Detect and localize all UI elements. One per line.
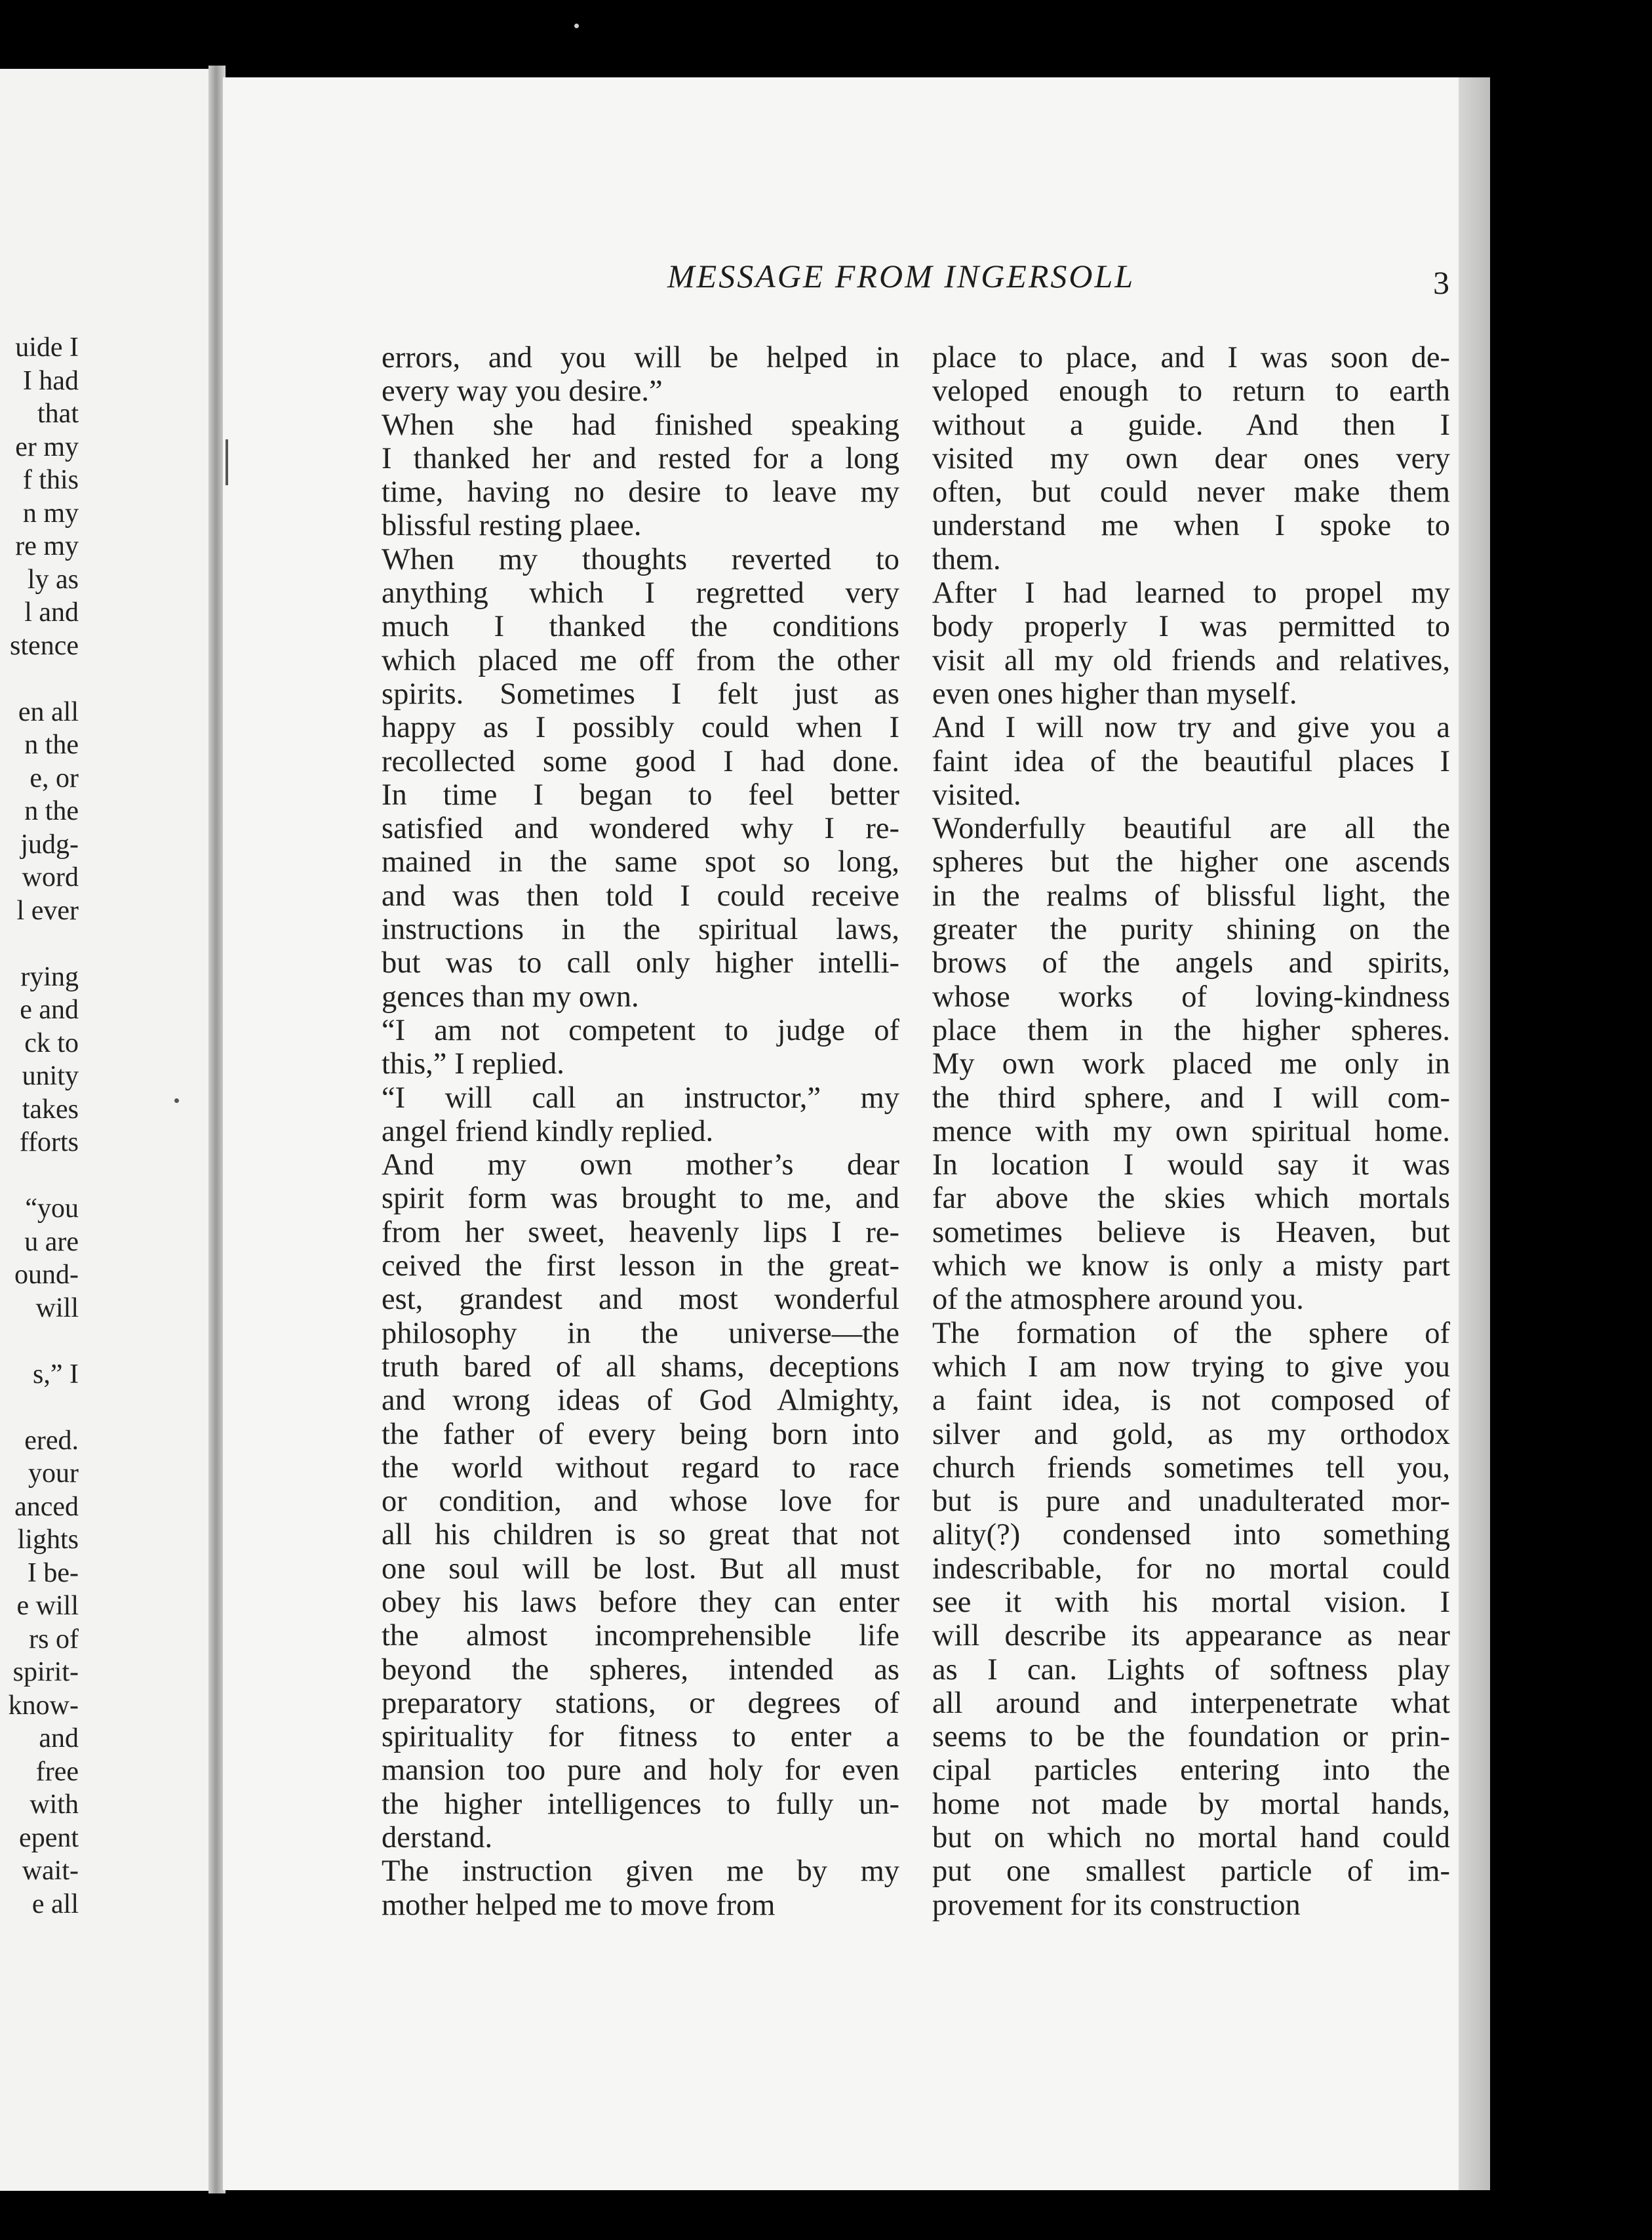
text-line: obey his laws before they can enter [382, 1585, 899, 1619]
text-line: mansion too pure and holy for even [382, 1753, 899, 1788]
text-line: the third sphere, and I will com- [932, 1081, 1450, 1115]
text-line: unity [22, 1061, 79, 1091]
text-line: all around and interpenetrate what [932, 1686, 1450, 1720]
text-line: ceived the first lesson in the great- [382, 1249, 899, 1283]
text-line: l ever [16, 895, 79, 926]
text-line: satisfied and wondered why I re- [382, 812, 899, 846]
text-line: est, grandest and most wonderful [382, 1283, 899, 1317]
text-line: silver and gold, as my orthodox [932, 1417, 1450, 1451]
text-line: And my own mother’s dear [382, 1148, 899, 1182]
text-line: ound- [14, 1260, 79, 1290]
text-line: whose works of loving-kindness [932, 980, 1450, 1014]
text-line: re my [15, 531, 79, 561]
page-edge-shadow [1459, 77, 1490, 2190]
text-line: mence with my own spiritual home. [932, 1114, 1450, 1148]
text-line [0, 1159, 79, 1193]
text-line: “I am not competent to judge of [382, 1013, 899, 1047]
text-line: your [28, 1458, 79, 1489]
text-line: lights [17, 1525, 79, 1555]
text-line: even ones higher than myself. [932, 677, 1297, 711]
text-line: and [39, 1723, 79, 1753]
text-column-right [932, 341, 1450, 1922]
text-line: recollected some good I had done. [382, 744, 899, 778]
text-line: visited. [932, 778, 1021, 812]
text-line: mother helped me to move from [382, 1888, 776, 1922]
text-line: in the realms of blissful light, the [932, 879, 1450, 913]
text-line: spirit- [12, 1657, 79, 1687]
text-line: or condition, and whose love for [382, 1485, 899, 1519]
text-line: the father of every being born into [382, 1417, 899, 1451]
text-line: with [30, 1790, 79, 1820]
text-line: I thanked her and rested for a long [382, 441, 899, 475]
text-line: put one smallest particle of im- [932, 1854, 1450, 1889]
text-line: without a guide. And then I [932, 408, 1450, 442]
text-line: ality(?) condensed into something [932, 1518, 1450, 1552]
text-line: takes [22, 1094, 79, 1125]
text-line: happy as I possibly could when I [382, 711, 899, 745]
text-line: brows of the angels and spirits, [932, 946, 1450, 980]
text-line: veloped enough to return to earth [932, 374, 1450, 409]
text-line: sometimes believe is Heaven, but [932, 1215, 1450, 1249]
text-line: understand me when I spoke to [932, 509, 1450, 543]
text-line: stence [10, 630, 79, 661]
text-line: which placed me off from the other [382, 643, 899, 677]
text-line: but is pure and unadulterated mor- [932, 1485, 1450, 1519]
text-line: every way you desire.” [382, 374, 663, 409]
text-line: gences than my own. [382, 980, 639, 1014]
margin-mark [174, 1098, 179, 1103]
text-line: free [35, 1756, 79, 1787]
text-line: uide I [15, 332, 79, 363]
text-line: spirits. Sometimes I felt just as [382, 677, 899, 711]
text-line: all his children is so great that not [382, 1518, 899, 1552]
text-line: The instruction given me by my [382, 1854, 899, 1889]
text-line: them. [932, 542, 1001, 576]
text-line: l and [24, 597, 79, 628]
text-line: e, or [30, 763, 79, 793]
text-line: “I will call an instructor,” my [382, 1081, 899, 1115]
text-line: e will [16, 1591, 79, 1621]
text-line: angel friend kindly replied. [382, 1114, 714, 1148]
text-line: and wrong ideas of God Almighty, [382, 1384, 899, 1418]
text-line: philosophy in the universe—the [382, 1316, 899, 1350]
text-line: I be- [27, 1557, 79, 1588]
text-line: anced [14, 1491, 79, 1522]
text-line: blissful resting plaee. [382, 509, 642, 543]
text-line: see it with his mortal vision. I [932, 1585, 1450, 1619]
running-head: MESSAGE FROM INGERSOLL [667, 258, 1135, 294]
text-line [0, 662, 79, 696]
text-line: n my [22, 498, 79, 529]
text-line: After I had learned to propel my [932, 576, 1450, 610]
text-line: greater the purity shining on the [932, 913, 1450, 947]
text-line: which we know is only a misty part [932, 1249, 1450, 1283]
text-line: judg- [20, 829, 79, 860]
text-line: My own work placed me only in [932, 1047, 1450, 1081]
text-line: will describe its appearance as near [932, 1619, 1450, 1653]
text-line: know- [8, 1690, 79, 1721]
text-line: In time I began to feel better [382, 778, 899, 812]
text-line: word [22, 862, 79, 892]
text-line: faint idea of the beautiful places I [932, 744, 1450, 778]
text-line: e all [31, 1889, 79, 1919]
text-line [0, 1325, 79, 1358]
margin-mark [574, 24, 579, 28]
text-line: e and [20, 995, 79, 1025]
text-line: truth bared of all shams, deceptions [382, 1350, 899, 1384]
text-line: preparatory stations, or degrees of [382, 1686, 899, 1720]
text-line: but was to call only higher intelli- [382, 946, 899, 980]
page-number: 3 [1433, 264, 1449, 301]
text-line: body properly I was permitted to [932, 610, 1450, 644]
text-line: home not made by mortal hands, [932, 1787, 1450, 1821]
text-line: one soul will be lost. But all must [382, 1551, 899, 1586]
text-line: rying [20, 961, 79, 992]
text-line: church friends sometimes tell you, [932, 1450, 1450, 1485]
text-line: the almost incomprehensible life [382, 1619, 899, 1653]
text-line: and was then told I could receive [382, 879, 899, 913]
left-page-text-fragments [0, 331, 79, 1921]
text-line [0, 927, 79, 961]
text-line: epent [19, 1822, 79, 1853]
text-line: place them in the higher spheres. [932, 1013, 1450, 1047]
text-line: u are [24, 1226, 79, 1257]
text-column-left [382, 341, 899, 1922]
text-line: time, having no desire to leave my [382, 475, 899, 510]
text-line: instructions in the spiritual laws, [382, 913, 899, 947]
text-line: When my thoughts reverted to [382, 542, 899, 576]
text-line: anything which I regretted very [382, 576, 899, 610]
text-line: ly as [27, 564, 79, 595]
text-line: n the [24, 730, 79, 760]
text-line: much I thanked the conditions [382, 610, 899, 644]
text-line: n the [24, 796, 79, 826]
text-line: place to place, and I was soon de- [932, 341, 1450, 374]
text-line: which I am now trying to give you [932, 1350, 1450, 1384]
text-line: this,” I replied. [382, 1047, 564, 1081]
text-line: as I can. Lights of softness play [932, 1652, 1450, 1687]
text-line: far above the skies which mortals [932, 1182, 1450, 1216]
text-line: indescribable, for no mortal could [932, 1551, 1450, 1586]
text-line: wait- [22, 1856, 79, 1886]
text-line: a faint idea, is not composed of [932, 1384, 1450, 1418]
text-line: the higher intelligences to fully un- [382, 1787, 899, 1821]
text-line: that [37, 399, 79, 429]
text-line: will [35, 1292, 79, 1323]
text-line: ered. [24, 1425, 79, 1456]
text-line: In location I would say it was [932, 1148, 1450, 1182]
text-line: spirit form was brought to me, and [382, 1182, 899, 1216]
text-line: mained in the same spot so long, [382, 845, 899, 879]
text-line: spheres but the higher one ascends [932, 845, 1450, 879]
text-line: spirituality for fitness to enter a [382, 1720, 899, 1754]
text-line: from her sweet, heavenly lips I re- [382, 1215, 899, 1249]
text-line: derstand. [382, 1821, 493, 1855]
text-line: the world without regard to race [382, 1450, 899, 1485]
text-line: errors, and you will be helped in [382, 341, 899, 374]
text-line: And I will now try and give you a [932, 711, 1450, 745]
text-line: seems to be the foundation or prin- [932, 1720, 1450, 1754]
text-line: but on which no mortal hand could [932, 1821, 1450, 1855]
text-line: visit all my old friends and relatives, [932, 643, 1450, 677]
text-line: cipal particles entering into the [932, 1753, 1450, 1788]
margin-mark [226, 439, 228, 485]
text-line: provement for its construction [932, 1888, 1301, 1922]
text-line: often, but could never make them [932, 475, 1450, 510]
text-line: f this [22, 465, 79, 495]
text-line: en all [18, 696, 79, 727]
text-line: of the atmosphere around you. [932, 1283, 1304, 1317]
text-line [0, 1391, 79, 1424]
text-line: The formation of the sphere of [932, 1316, 1450, 1350]
text-line: beyond the spheres, intended as [382, 1652, 899, 1687]
text-line: visited my own dear ones very [932, 441, 1450, 475]
text-line: er my [15, 431, 79, 462]
text-line: fforts [19, 1127, 79, 1157]
text-line: s,” I [33, 1359, 79, 1390]
text-line: I had [22, 365, 79, 396]
text-line: When she had finished speaking [382, 408, 899, 442]
text-line: ck to [24, 1028, 79, 1058]
text-line: “you [25, 1193, 79, 1224]
text-line: rs of [29, 1624, 79, 1654]
text-line: Wonderfully beautiful are all the [932, 812, 1450, 846]
